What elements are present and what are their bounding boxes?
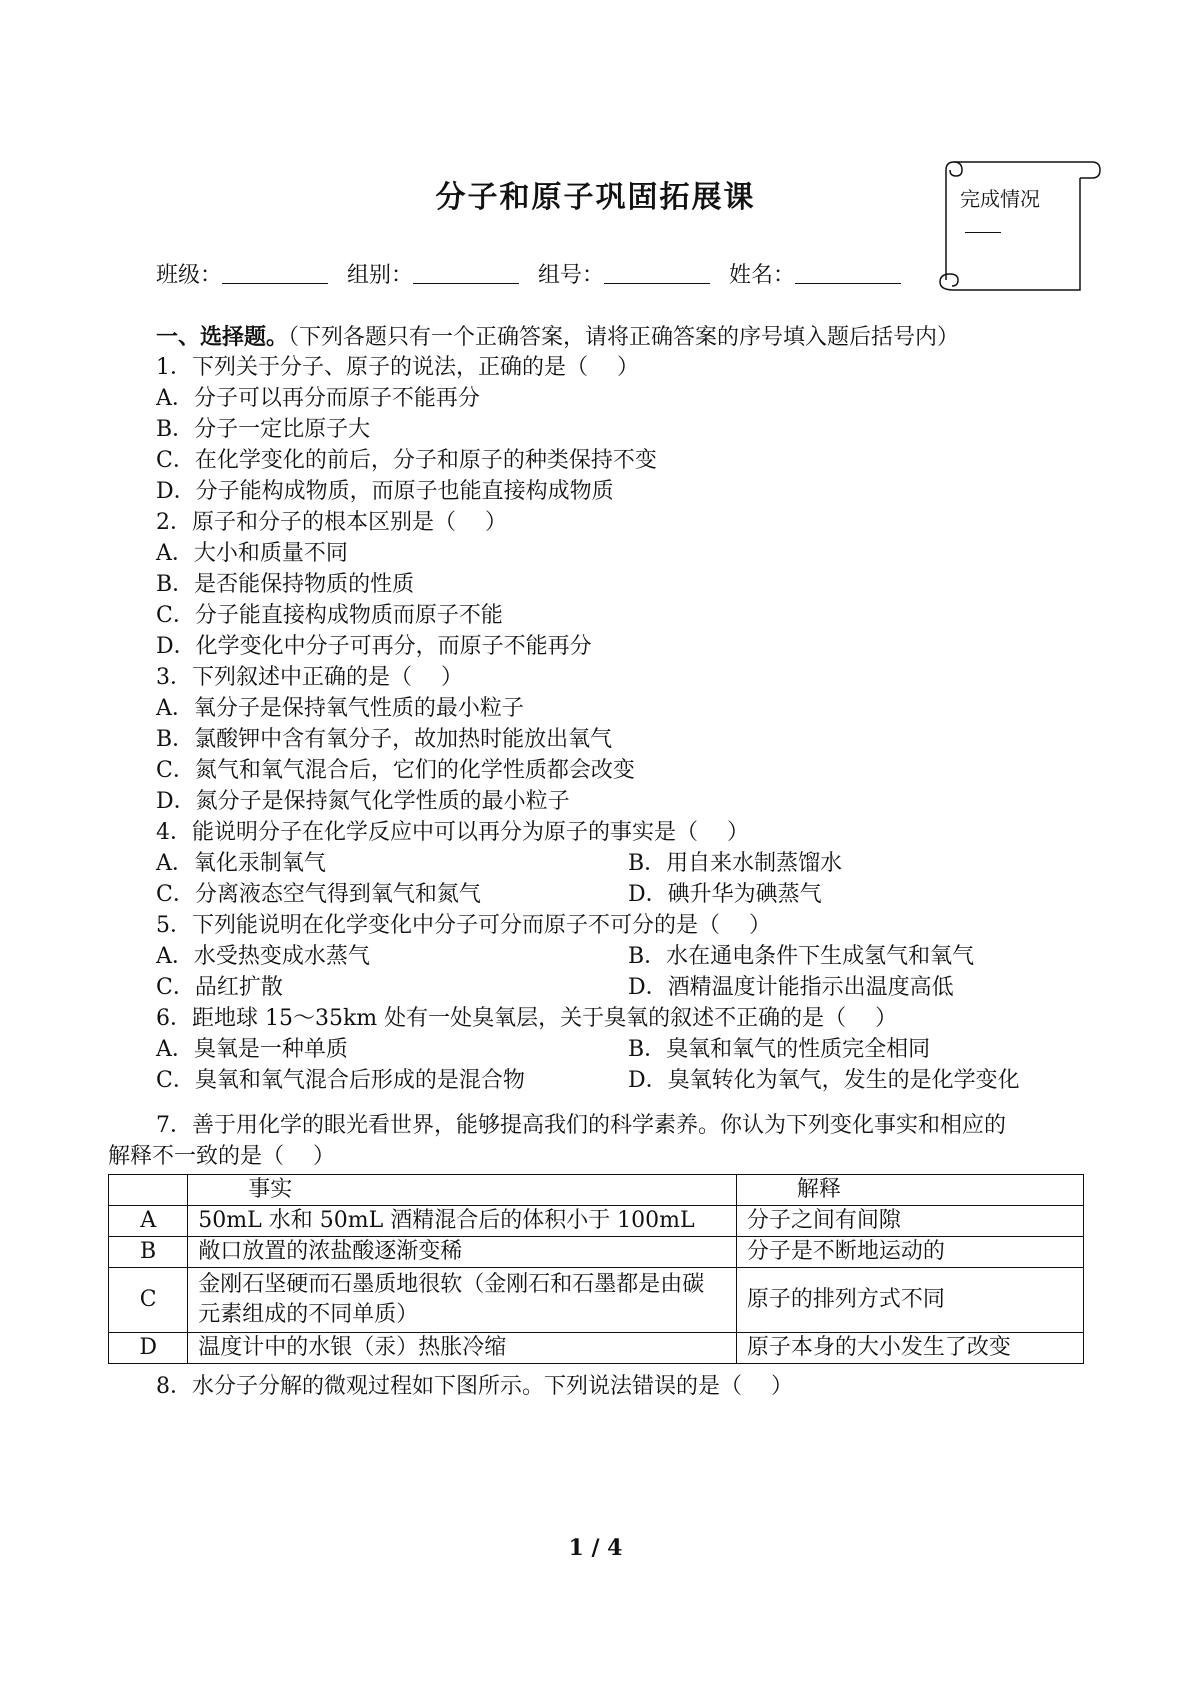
q8-stem: 8．水分子分解的微观过程如下图所示。下列说法错误的是（ ） bbox=[156, 1374, 793, 1399]
q3-option-b[interactable]: B．氯酸钾中含有氧分子，故加热时能放出氧气 bbox=[156, 727, 613, 752]
row-fact: 50mL 水和 50mL 酒精混合后的体积小于 100mL bbox=[188, 1206, 737, 1237]
q1-option-c[interactable]: C．在化学变化的前后，分子和原子的种类保持不变 bbox=[156, 448, 657, 473]
group-field bbox=[347, 258, 519, 289]
table-header-row bbox=[109, 1175, 1084, 1206]
q3-option-a[interactable]: A．氧分子是保持氧气性质的最小粒子 bbox=[156, 696, 524, 721]
q4-option-a[interactable]: A．氧化汞制氧气 bbox=[156, 851, 326, 876]
q3-stem: 3．下列叙述中正确的是（ ） bbox=[156, 665, 463, 690]
table-header-fact: 事实 bbox=[188, 1175, 737, 1206]
group-number-label: 组号： bbox=[538, 263, 605, 288]
q6-stem: 6．距地球 15～35km 处有一处臭氧层，关于臭氧的叙述不正确的是（ ） bbox=[156, 1006, 898, 1031]
row-key: C bbox=[109, 1268, 188, 1333]
group-blank[interactable] bbox=[413, 265, 519, 284]
q4-option-c[interactable]: C．分离液态空气得到氧气和氮气 bbox=[156, 882, 481, 907]
q5-option-d[interactable]: D．酒精温度计能指示出温度高低 bbox=[628, 975, 954, 1000]
q6-option-c[interactable]: C．臭氧和氧气混合后形成的是混合物 bbox=[156, 1068, 525, 1093]
completion-status-label: 完成情况 bbox=[960, 187, 1040, 211]
q1-stem: 1．下列关于分子、原子的说法，正确的是（ ） bbox=[156, 355, 639, 380]
row-explanation: 原子本身的大小发生了改变 bbox=[736, 1333, 1083, 1364]
q2-option-d[interactable]: D．化学变化中分子可再分，而原子不能再分 bbox=[156, 634, 592, 659]
class-label: 班级： bbox=[156, 263, 223, 288]
table-row[interactable] bbox=[109, 1333, 1084, 1364]
row-key: D bbox=[109, 1333, 188, 1364]
group-label: 组别： bbox=[347, 263, 414, 288]
name-blank[interactable] bbox=[795, 265, 901, 284]
page-number: 1 / 4 bbox=[568, 1535, 623, 1561]
row-key: B bbox=[109, 1237, 188, 1268]
name-label: 姓名： bbox=[729, 263, 796, 288]
student-info-row bbox=[156, 258, 916, 289]
completion-status-blank[interactable] bbox=[965, 232, 1001, 233]
table-header-explanation: 解释 bbox=[736, 1175, 1083, 1206]
q7-stem-line2: 解释不一致的是（ ） bbox=[108, 1144, 335, 1169]
row-explanation: 分子是不断地运动的 bbox=[736, 1237, 1083, 1268]
name-field bbox=[729, 258, 901, 289]
q1-option-a[interactable]: A．分子可以再分而原子不能再分 bbox=[156, 386, 480, 411]
table-row[interactable] bbox=[109, 1206, 1084, 1237]
class-field bbox=[156, 258, 328, 289]
q5-option-a[interactable]: A．水受热变成水蒸气 bbox=[156, 944, 370, 969]
row-fact: 温度计中的水银（汞）热胀冷缩 bbox=[188, 1333, 737, 1364]
section-instruction: （下列各题只有一个正确答案，请将正确答案的序号填入题后括号内） bbox=[288, 325, 960, 350]
section-header bbox=[156, 322, 959, 353]
q5-option-b[interactable]: B．水在通电条件下生成氢气和氧气 bbox=[628, 944, 975, 969]
page-title: 分子和原子巩固拓展课 bbox=[435, 180, 756, 215]
q6-option-a[interactable]: A．臭氧是一种单质 bbox=[156, 1037, 348, 1062]
row-key: A bbox=[109, 1206, 188, 1237]
q2-option-a[interactable]: A．大小和质量不同 bbox=[156, 541, 348, 566]
row-fact: 金刚石坚硬而石墨质地很软（金刚石和石墨都是由碳元素组成的不同单质） bbox=[188, 1268, 737, 1333]
q3-option-c[interactable]: C．氮气和氧气混合后，它们的化学性质都会改变 bbox=[156, 758, 635, 783]
q1-option-d[interactable]: D．分子能构成物质，而原子也能直接构成物质 bbox=[156, 479, 614, 504]
q4-stem: 4．能说明分子在化学反应中可以再分为原子的事实是（ ） bbox=[156, 820, 749, 845]
q1-option-b[interactable]: B．分子一定比原子大 bbox=[156, 417, 371, 442]
row-fact: 敞口放置的浓盐酸逐渐变稀 bbox=[188, 1237, 737, 1268]
q2-option-b[interactable]: B．是否能保持物质的性质 bbox=[156, 572, 415, 597]
section-heading: 一、选择题。 bbox=[156, 324, 289, 350]
row-explanation: 分子之间有间隙 bbox=[736, 1206, 1083, 1237]
group-number-field bbox=[538, 258, 710, 289]
group-number-blank[interactable] bbox=[604, 265, 710, 284]
q6-option-d[interactable]: D．臭氧转化为氧气，发生的是化学变化 bbox=[628, 1068, 1020, 1093]
table-header-key bbox=[109, 1175, 188, 1206]
q7-stem-line1: 7．善于用化学的眼光看世界，能够提高我们的科学素养。你认为下列变化事实和相应的 bbox=[156, 1113, 1006, 1138]
q4-option-b[interactable]: B．用自来水制蒸馏水 bbox=[628, 851, 843, 876]
q2-stem: 2．原子和分子的根本区别是（ ） bbox=[156, 510, 507, 535]
row-explanation: 原子的排列方式不同 bbox=[736, 1268, 1083, 1333]
completion-scroll-frame bbox=[932, 152, 1102, 297]
q6-option-b[interactable]: B．臭氧和氧气的性质完全相同 bbox=[628, 1037, 931, 1062]
table-row[interactable] bbox=[109, 1268, 1084, 1333]
q5-option-c[interactable]: C．品红扩散 bbox=[156, 975, 283, 1000]
table-row[interactable] bbox=[109, 1237, 1084, 1268]
q5-stem: 5．下列能说明在化学变化中分子可分而原子不可分的是（ ） bbox=[156, 913, 771, 938]
q4-option-d[interactable]: D．碘升华为碘蒸气 bbox=[628, 882, 822, 907]
q2-option-c[interactable]: C．分子能直接构成物质而原子不能 bbox=[156, 603, 503, 628]
class-blank[interactable] bbox=[222, 265, 328, 284]
q7-table bbox=[108, 1174, 1084, 1364]
q3-option-d[interactable]: D．氮分子是保持氮气化学性质的最小粒子 bbox=[156, 789, 570, 814]
